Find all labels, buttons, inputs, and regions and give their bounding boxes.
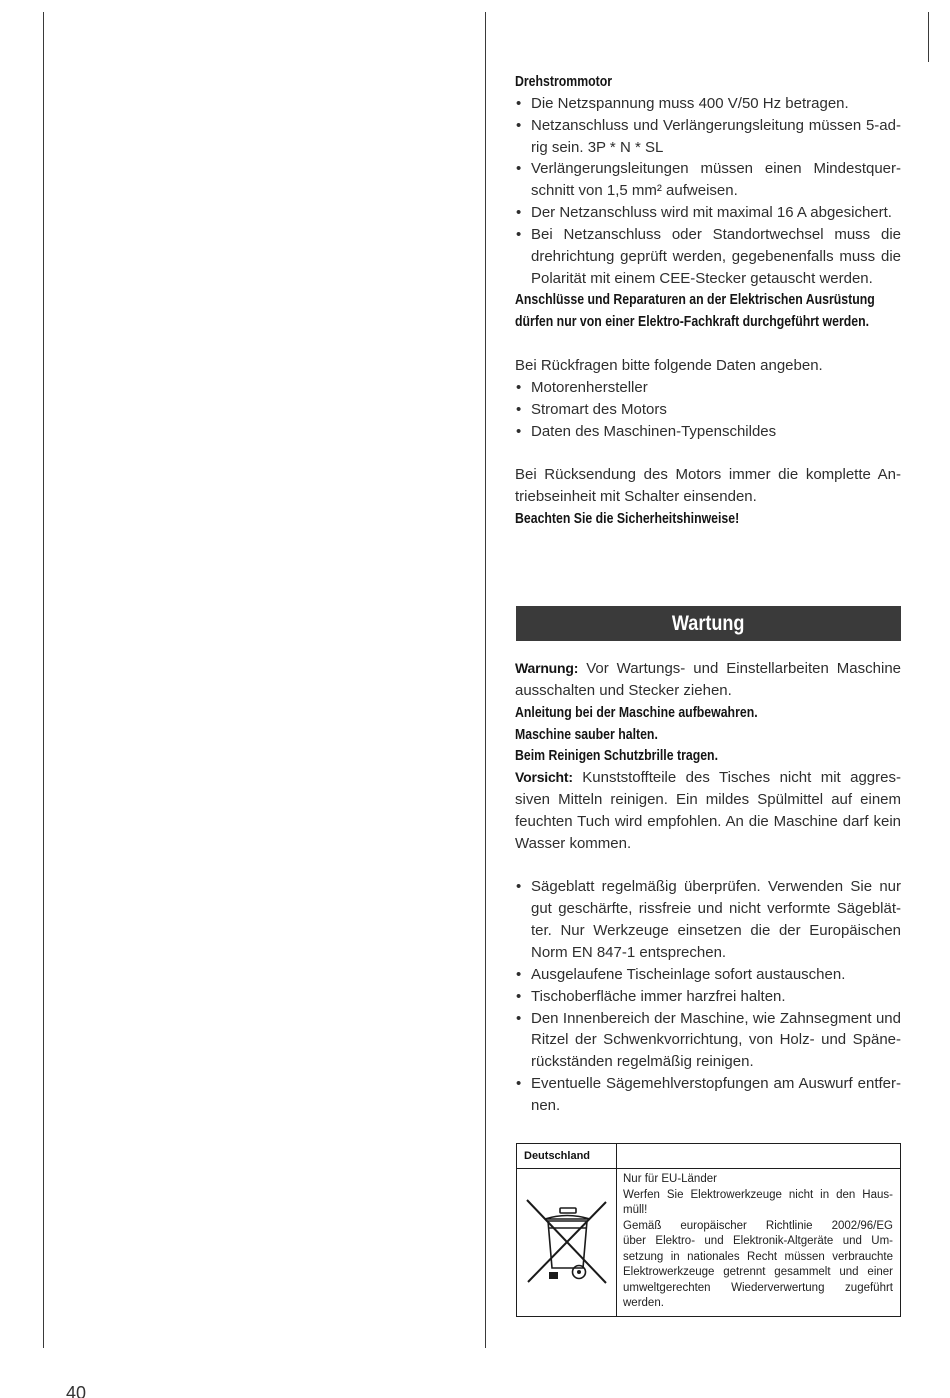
text-line-content: drehrichtung geprüft werden, gegebenenfalls muss die — [531, 247, 901, 265]
bullet-item — [515, 986, 901, 1008]
text-line-content: ter. Nur Werkzeuge einsetzen die der Europäischen — [531, 922, 901, 940]
paragraph-group — [515, 464, 901, 530]
text-line — [531, 942, 901, 964]
bin-wheel-hub — [577, 1270, 581, 1274]
text-line-content: Elektrowerkzeuge getrennt gesammelt und einer — [623, 1266, 893, 1278]
column-rule-center — [485, 12, 486, 1348]
text-line — [531, 268, 901, 290]
disposal-notice-box — [516, 1143, 901, 1317]
text-line — [531, 202, 901, 224]
text-line-content: Den Innenbereich der Maschine, wie Zahnsegment und — [531, 1009, 901, 1027]
motor-section — [515, 71, 901, 530]
text-line-content: triebseinheit mit Schalter einsenden. — [515, 488, 757, 506]
text-line-content: Eventuelle Sägemehlverstopfungen am Auswurf entfer- — [531, 1075, 901, 1093]
text-line-content: Anleitung bei der Maschine aufbewahren. — [515, 703, 758, 721]
paragraph — [515, 767, 901, 854]
bullet-marker: • — [516, 400, 522, 418]
bullet-marker: • — [516, 204, 522, 222]
text-line-content: Werfen Sie Elektrowerkzeuge nicht in den Haus- — [623, 1188, 893, 1201]
bullet-marker: • — [516, 987, 522, 1005]
text-line — [531, 158, 901, 180]
bullet-marker: • — [516, 160, 522, 178]
text-line — [515, 71, 901, 93]
text-line — [515, 464, 901, 486]
text-line-content — [515, 658, 901, 680]
text-line-content: Polarität mit einem CEE-Stecker getauscht werden. — [531, 269, 873, 287]
lead-label: Vorsicht: — [515, 769, 573, 786]
notice-text — [623, 1172, 893, 1312]
text-line — [531, 246, 901, 268]
text-line — [515, 289, 901, 311]
notice-paragraph — [623, 1219, 893, 1312]
paragraph — [515, 658, 901, 702]
text-line — [531, 115, 901, 137]
bold-paragraph — [515, 724, 901, 746]
text-line-content: Verlängerungsleitungen müssen einen Mindestquer- — [531, 160, 901, 178]
text-line-content: Netzanschluss und Verlängerungsleitung müssen 5-ad- — [531, 116, 901, 134]
text-line-content: rig sein. 3P * N * SL — [531, 138, 664, 156]
bullet-item — [515, 876, 901, 963]
box-column-divider — [616, 1144, 617, 1316]
text-line — [531, 1008, 901, 1030]
text-line-content: Norm EN 847-1 entsprechen. — [531, 943, 727, 961]
text-line-content: rückständen regelmäßig reinigen. — [531, 1053, 754, 1071]
text-line — [623, 1265, 893, 1281]
text-line-content: umweltgerechten Wiederverwertung zugeführt — [623, 1281, 893, 1294]
text-line-content: schnitt von 1,5 mm² aufweisen. — [531, 182, 738, 200]
text-line — [623, 1203, 893, 1219]
text-line — [531, 964, 901, 986]
text-line — [531, 93, 901, 115]
column-rule-right — [928, 12, 929, 62]
bold-paragraph — [515, 71, 901, 93]
text-line — [623, 1250, 893, 1266]
bullet-item — [515, 377, 901, 399]
text-line-content: Bei Rücksendung des Motors immer die komplette An- — [515, 466, 901, 484]
text-line — [531, 1095, 901, 1117]
line-text: Vor Wartungs- und Einstellarbeiten Maschine — [586, 660, 901, 677]
line-text: Kunststoffteile des Tisches nicht mit aggres- — [582, 769, 901, 787]
text-line-content: Anschlüsse und Reparaturen an der Elektrischen Ausrüstung — [515, 291, 875, 309]
text-line — [515, 767, 901, 789]
bullet-item — [515, 202, 901, 224]
text-line — [515, 508, 901, 530]
paragraph — [515, 464, 901, 508]
text-line — [515, 702, 901, 724]
bullet-marker: • — [516, 878, 522, 896]
text-line-content: siven Mitteln reinigen. Ein mildes Spülmittel auf einem — [515, 791, 901, 809]
bold-paragraph — [515, 702, 901, 724]
text-line-content: Beachten Sie die Sicherheitshinweise! — [515, 509, 740, 527]
text-line — [515, 311, 901, 333]
text-line-content: Motorenhersteller — [531, 378, 648, 396]
crossed-out-wheelie-bin-icon — [517, 1169, 616, 1316]
text-line-content: Daten des Maschinen-Typenschildes — [531, 422, 777, 440]
text-line-content: setzung in nationales Recht müssen verbrauchte — [623, 1250, 893, 1263]
bullet-marker: • — [516, 1009, 522, 1027]
text-line — [531, 1073, 901, 1095]
bullet-item — [515, 399, 901, 421]
text-line-content: Der Netzanschluss wird mit maximal 16 A abgesichert. — [531, 204, 892, 222]
notice-paragraph — [623, 1172, 893, 1188]
bin-lid — [545, 1216, 590, 1220]
text-line-content: nen. — [531, 1096, 561, 1114]
text-line — [515, 789, 901, 811]
text-line — [623, 1234, 893, 1250]
text-line — [531, 137, 901, 159]
text-line — [531, 876, 901, 898]
text-line-content: über Elektro- und Elektronik-Altgeräte und Um- — [623, 1235, 893, 1247]
bin-foot — [549, 1272, 558, 1279]
text-line — [531, 1051, 901, 1073]
text-line — [531, 898, 901, 920]
text-line-content: Drehstrommotor — [515, 73, 613, 90]
bullet-item — [515, 964, 901, 986]
text-line — [531, 377, 901, 399]
bullet-item — [515, 1008, 901, 1074]
text-line-content: werden. — [623, 1297, 664, 1309]
text-line-content: Gemäß europäischer Richtlinie 2002/96/EG — [623, 1219, 893, 1232]
bullet-item — [515, 115, 901, 159]
text-line — [515, 680, 901, 702]
bullet-marker: • — [516, 965, 522, 983]
text-line — [515, 833, 901, 855]
bullet-item — [515, 224, 901, 290]
bold-paragraph — [515, 289, 901, 333]
bullet-marker: • — [516, 422, 522, 440]
text-line-content: dürfen nur von einer Elektro-Fachkraft durchgeführt werden. — [515, 313, 870, 331]
bullet-item — [515, 421, 901, 443]
text-line — [623, 1281, 893, 1297]
section-heading: Wartung — [672, 612, 745, 635]
text-line — [531, 1029, 901, 1051]
section-heading-bar — [516, 606, 901, 641]
text-line-content: Maschine sauber halten. — [515, 725, 658, 743]
text-line-content: Wasser kommen. — [515, 834, 632, 852]
text-line-content: müll! — [623, 1204, 648, 1216]
text-line-content: gut geschärfte, rissfreie und nicht verformte Sägeblät- — [531, 900, 901, 918]
bullet-marker: • — [516, 116, 522, 134]
text-line-content: Bei Netzanschluss oder Standortwechsel muss die — [531, 225, 901, 243]
bullet-item — [515, 1073, 901, 1117]
text-line-content: Ritzel der Schwenkvorrichtung, von Holz- und Späne- — [531, 1031, 901, 1049]
bullet-marker: • — [516, 1075, 522, 1093]
page-number: 40 — [66, 1383, 87, 1398]
text-line — [623, 1172, 893, 1188]
text-line — [531, 986, 901, 1008]
paragraph-group — [515, 658, 901, 855]
notice-paragraph — [623, 1188, 893, 1219]
text-line — [531, 920, 901, 942]
country-label: Deutschland — [517, 1144, 900, 1169]
bold-paragraph — [515, 508, 901, 530]
paragraph-group — [515, 876, 901, 1116]
text-line — [623, 1188, 893, 1204]
text-line-content: feuchten Tuch wird empfohlen. An die Maschine darf kein — [515, 812, 901, 830]
text-line-content: Ausgelaufene Tischeinlage sofort austauschen. — [531, 965, 846, 983]
text-line — [515, 724, 901, 746]
paragraph-group — [515, 71, 901, 333]
text-line-content: Sägeblatt regelmäßig überprüfen. Verwenden Sie nur — [531, 878, 901, 896]
text-line — [623, 1296, 893, 1312]
text-line-content: Die Netzspannung muss 400 V/50 Hz betragen. — [531, 94, 849, 112]
paragraph — [515, 355, 901, 377]
text-line-content: Tischoberfläche immer harzfrei halten. — [531, 987, 786, 1005]
text-line — [515, 811, 901, 833]
text-line-content: Stromart des Motors — [531, 400, 667, 418]
text-line — [515, 658, 901, 680]
bullet-item — [515, 158, 901, 202]
text-line-content: ausschalten und Stecker ziehen. — [515, 681, 732, 699]
text-line — [531, 180, 901, 202]
text-line — [515, 355, 901, 377]
bin-lid-handle — [560, 1208, 576, 1213]
lead-label: Warnung: — [515, 660, 579, 676]
text-line — [531, 399, 901, 421]
text-line — [623, 1219, 893, 1235]
paragraph-group — [515, 355, 901, 442]
bullet-marker: • — [516, 94, 522, 112]
bullet-marker: • — [516, 378, 522, 396]
maintenance-section — [515, 658, 901, 1117]
column-rule-left — [43, 12, 44, 1348]
text-line-content: Nur für EU-Länder — [623, 1173, 717, 1185]
bold-paragraph — [515, 745, 901, 767]
text-line — [515, 486, 901, 508]
text-line-content: Bei Rückfragen bitte folgende Daten angeben. — [515, 356, 823, 374]
text-line — [515, 745, 901, 767]
text-line-content — [515, 767, 901, 789]
bullet-marker: • — [516, 225, 522, 243]
text-line-content: Beim Reinigen Schutzbrille tragen. — [515, 747, 718, 765]
text-line — [531, 421, 901, 443]
text-line — [531, 224, 901, 246]
bullet-item — [515, 93, 901, 115]
